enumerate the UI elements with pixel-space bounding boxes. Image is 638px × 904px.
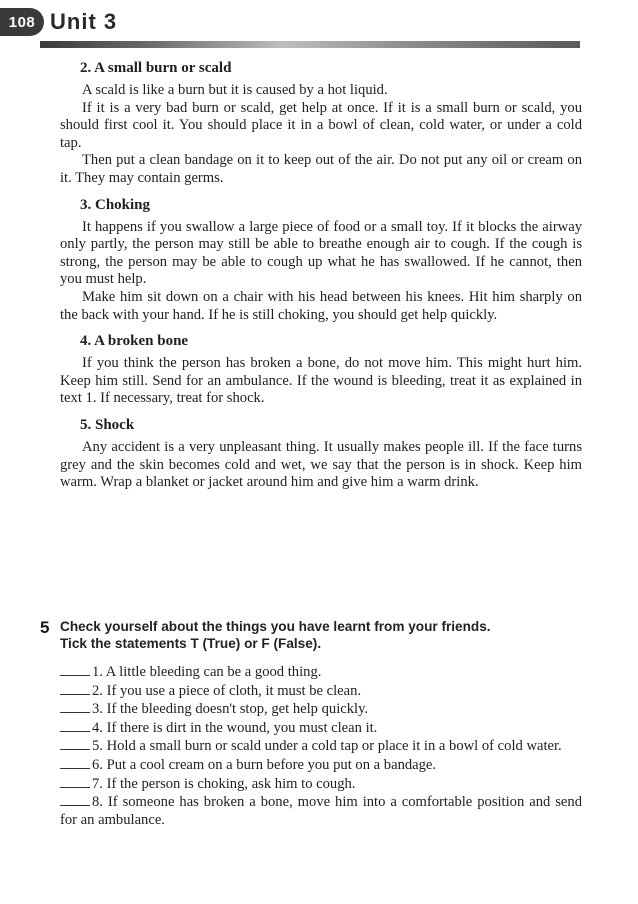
section-shock <box>60 417 582 492</box>
exercise-header <box>40 618 582 652</box>
statement-text: 6. Put a cool cream on a burn before you put on a bandage. <box>92 756 437 773</box>
statement-text: 4. If there is dirt in the wound, you must clean it. <box>92 719 378 736</box>
statement-item <box>60 663 582 682</box>
instruction-line: Tick the statements T (True) or F (False). <box>60 636 322 651</box>
section-title: 3. Choking <box>80 196 151 213</box>
exercise-instruction <box>60 618 491 652</box>
statement-item <box>60 719 582 738</box>
statement-text: 1. A little bleeding can be a good thing. <box>92 664 322 680</box>
answer-blank[interactable] <box>60 663 90 676</box>
section-burn-scald <box>60 60 582 188</box>
statement-text: 8. If someone has broken a bone, move him into a comfortable position and send for an ambulance. <box>60 794 582 828</box>
answer-blank[interactable] <box>60 756 90 769</box>
paragraph: If you think the person has broken a bone, do not move him. This might hurt him. Keep him still. Send for an ambulance. If the wound is bleeding, treat it as explained in text 1. If necessary, treat for shock. <box>60 355 582 407</box>
paragraph: Make him sit down on a chair with his head between his knees. Hit him sharply on the back with your hand. If he is still choking, you should get help quickly. <box>60 288 582 323</box>
page-number: 108 <box>8 13 36 31</box>
instruction-line: Check yourself about the things you have learnt from your friends. <box>60 619 491 634</box>
statement-item <box>60 737 582 756</box>
unit-title: Unit 3 <box>50 9 118 34</box>
statement-item <box>60 775 582 794</box>
statement-item <box>60 700 582 719</box>
answer-blank[interactable] <box>60 682 90 695</box>
statement-text: 3. If the bleeding doesn't stop, get help quickly. <box>92 701 369 718</box>
statement-text: 5. Hold a small burn or scald under a cold tap or place it in a bowl of cold water. <box>92 738 562 755</box>
section-title: 2. A small burn or scald <box>80 60 232 76</box>
section-title: 5. Shock <box>80 416 135 433</box>
paragraph: If it is a very bad burn or scald, get help at once. If it is a small burn or scald, you should first cool it. You should place it in a bowl of clean, cold water, or under a cold tap. <box>60 99 582 151</box>
paragraph: A scald is like a burn but it is caused by a hot liquid. <box>82 82 388 98</box>
answer-blank[interactable] <box>60 719 90 732</box>
exercise-5 <box>40 618 582 829</box>
statement-text: 2. If you use a piece of cloth, it must be clean. <box>92 682 362 699</box>
statement-text: 7. If the person is choking, ask him to cough. <box>92 775 356 792</box>
statement-item <box>60 756 582 775</box>
exercise-number: 5 <box>40 618 50 637</box>
statement-list <box>40 663 582 829</box>
reading-text <box>60 54 582 501</box>
section-title: 4. A broken bone <box>80 333 189 350</box>
section-broken-bone <box>60 333 582 408</box>
paragraph: Any accident is a very unpleasant thing. It usually makes people ill. If the face turns grey and the skin becomes cold and wet, we say that the person is in shock. Keep him warm. Wrap a blanket or jacket around him and give him a warm drink. <box>60 438 582 491</box>
paragraph: Then put a clean bandage on it to keep out of the air. Do not put any oil or cream on it. They may contain germs. <box>60 152 582 186</box>
page-number-badge <box>0 8 44 36</box>
answer-blank[interactable] <box>60 700 90 713</box>
statement-item <box>60 793 582 829</box>
statement-item <box>60 682 582 701</box>
paragraph: It happens if you swallow a large piece of food or a small toy. If it blocks the airway only partly, the person may still be able to breathe enough air to cough. If the cough is strong, the person may be able to cough up what he has swallowed. If he cannot, then you must help. <box>60 218 582 288</box>
header-divider <box>40 41 580 48</box>
answer-blank[interactable] <box>60 775 90 788</box>
section-choking <box>60 197 582 325</box>
answer-blank[interactable] <box>60 737 90 750</box>
answer-blank[interactable] <box>60 793 90 806</box>
